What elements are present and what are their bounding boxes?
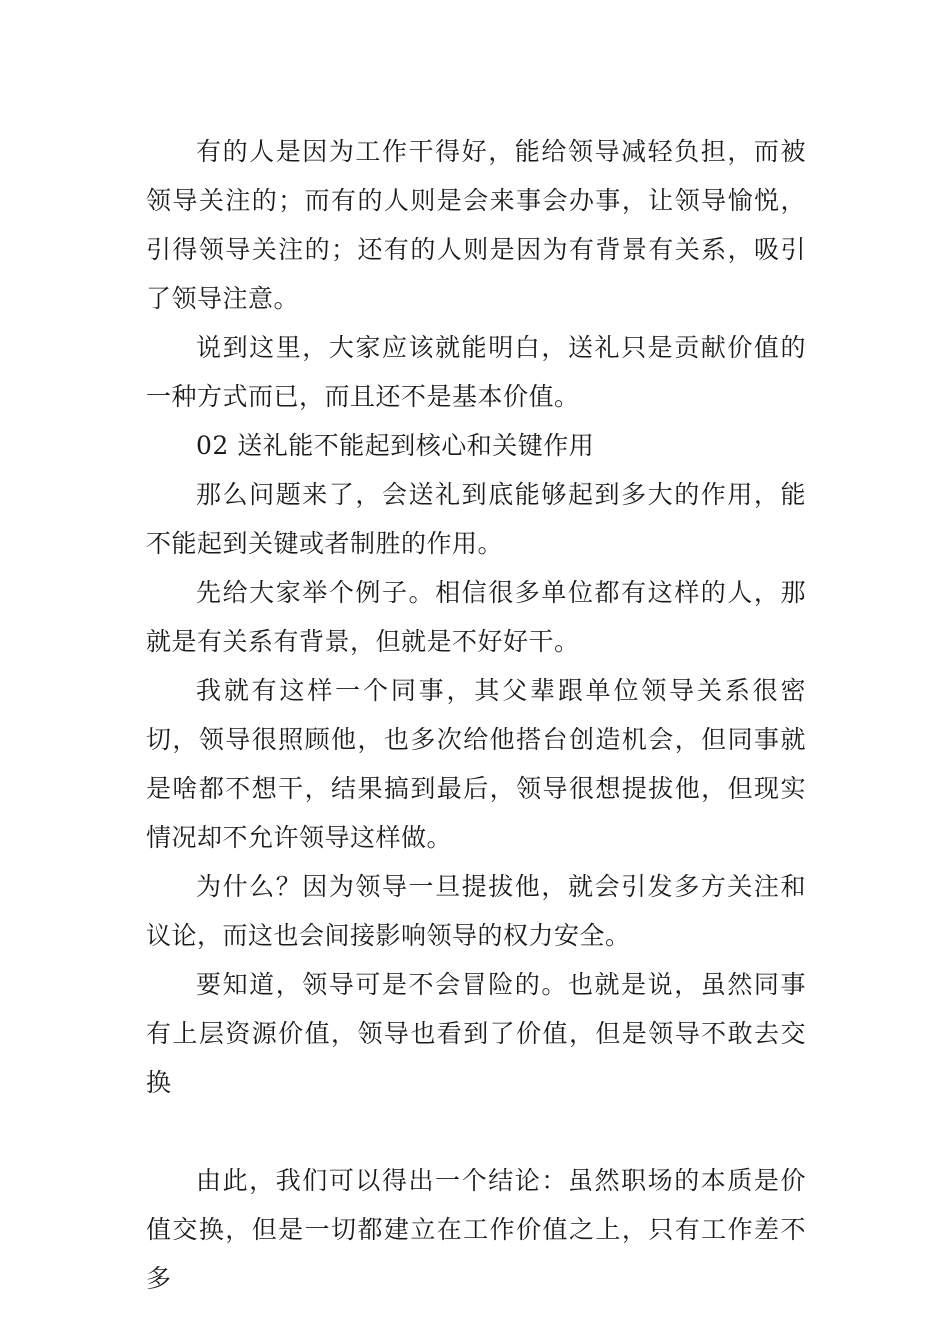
paragraph-6: 为什么？因为领导一旦提拔他，就会引发多方关注和议论，而这也会间接影响领导的权力安全。 bbox=[146, 872, 806, 950]
paragraph-5: 我就有这样一个同事，其父辈跟单位领导关系很密切，领导很照顾他，也多次给他搭台创造机会，但同事就是啥都不想干，结果搞到最后，领导很想提拔他，但现实情况却不允许领导这样做。 bbox=[146, 676, 806, 852]
paragraph-2: 说到这里，大家应该就能明白，送礼只是贡献价值的一种方式而已，而且还不是基本价值。 bbox=[146, 333, 806, 411]
section-heading: 02 送礼能不能起到核心和关键作用 bbox=[196, 431, 595, 460]
paragraph-1: 有的人是因为工作干得好，能给领导减轻负担，而被领导关注的；而有的人则是会来事会办事，让领导愉悦，引得领导关注的；还有的人则是因为有背景有关系，吸引了领导注意。 bbox=[146, 137, 806, 313]
paragraph-7: 要知道，领导可是不会冒险的。也就是说，虽然同事有上层资源价值，领导也看到了价值，但是领导不敢去交换 bbox=[146, 970, 806, 1097]
paragraph-3: 那么问题来了，会送礼到底能够起到多大的作用，能不能起到关键或者制胜的作用。 bbox=[146, 480, 806, 558]
document-body bbox=[146, 127, 806, 1303]
paragraph-4: 先给大家举个例子。相信很多单位都有这样的人，那就是有关系有背景，但就是不好好干。 bbox=[146, 578, 806, 656]
paragraph-8: 由此，我们可以得出一个结论：虽然职场的本质是价值交换，但是一切都建立在工作价值之上，只有工作差不多 bbox=[146, 1166, 806, 1293]
blank-line bbox=[146, 1107, 806, 1156]
